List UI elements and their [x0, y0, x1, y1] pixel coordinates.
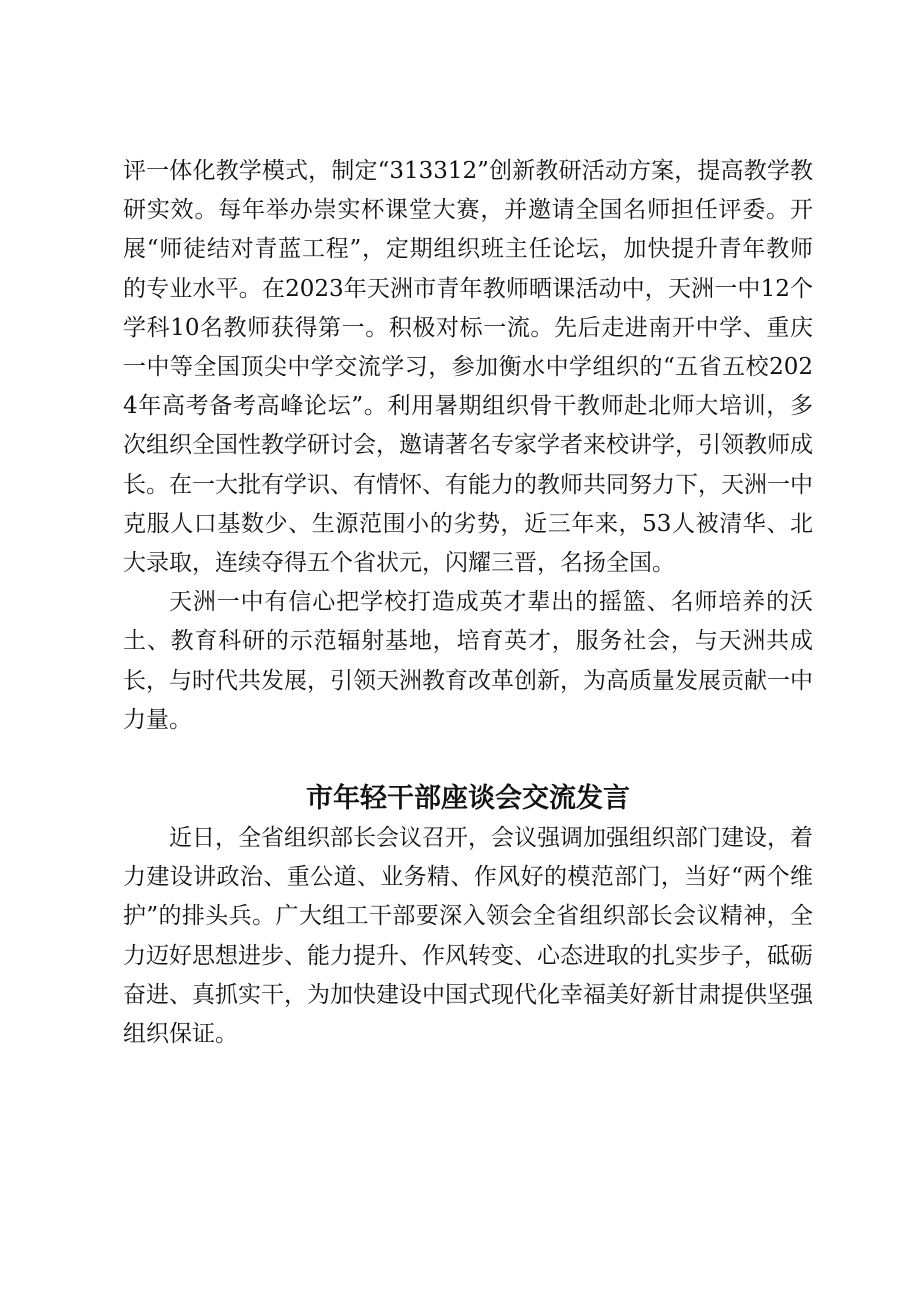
body-paragraph: 天洲一中有信心把学校打造成英才辈出的摇篮、名师培养的沃土、教育科研的示范辐射基地，培育英才，服务社会，与天洲共成长，与时代共发展，引领天洲教育改革创新，为高质量发展贡献一中力量。: [123, 589, 813, 733]
body-paragraph: 近日，全省组织部长会议召开，会议强调加强组织部门建设，着力建设讲政治、重公道、业务精、作风好的模范部门，当好“两个维护”的排头兵。广大组工干部要深入领会全省组织部长会议精神，全力迈好思想进步、能力提升、作风转变、心态进取的扎实步子，砥砺奋进、真抓实干，为加快建设中国式现代化幸福美好新甘肃提供坚强组织保证。: [123, 825, 813, 1048]
section-title: 市年轻干部座谈会交流发言: [306, 783, 630, 815]
document-page: [123, 152, 813, 1054]
body-paragraph: 评一体化教学模式，制定“313312”创新教研活动方案，提高教学教研实效。每年举办崇实杯课堂大赛，并邀请全国名师担任评委。开展“师徒结对青蓝工程”，定期组织班主任论坛，加快提升青年教师的专业水平。在2023年天洲市青年教师晒课活动中，天洲一中12个学科10名教师获得第一。积极对标一流。先后走进南开中学、重庆一中等全国顶尖中学交流学习，参加衡水中学组织的“五省五校2024年高考备考高峰论坛”。利用暑期组织骨干教师赴北师大培训，多次组织全国性教学研讨会，邀请著名专家学者来校讲学，引领教师成长。在一大批有学识、有情怀、有能力的教师共同努力下，天洲一中克服人口基数少、生源范围小的劣势，近三年来，53人被清华、北大录取，连续夺得五个省状元，闪耀三晋，名扬全国。: [123, 158, 813, 577]
